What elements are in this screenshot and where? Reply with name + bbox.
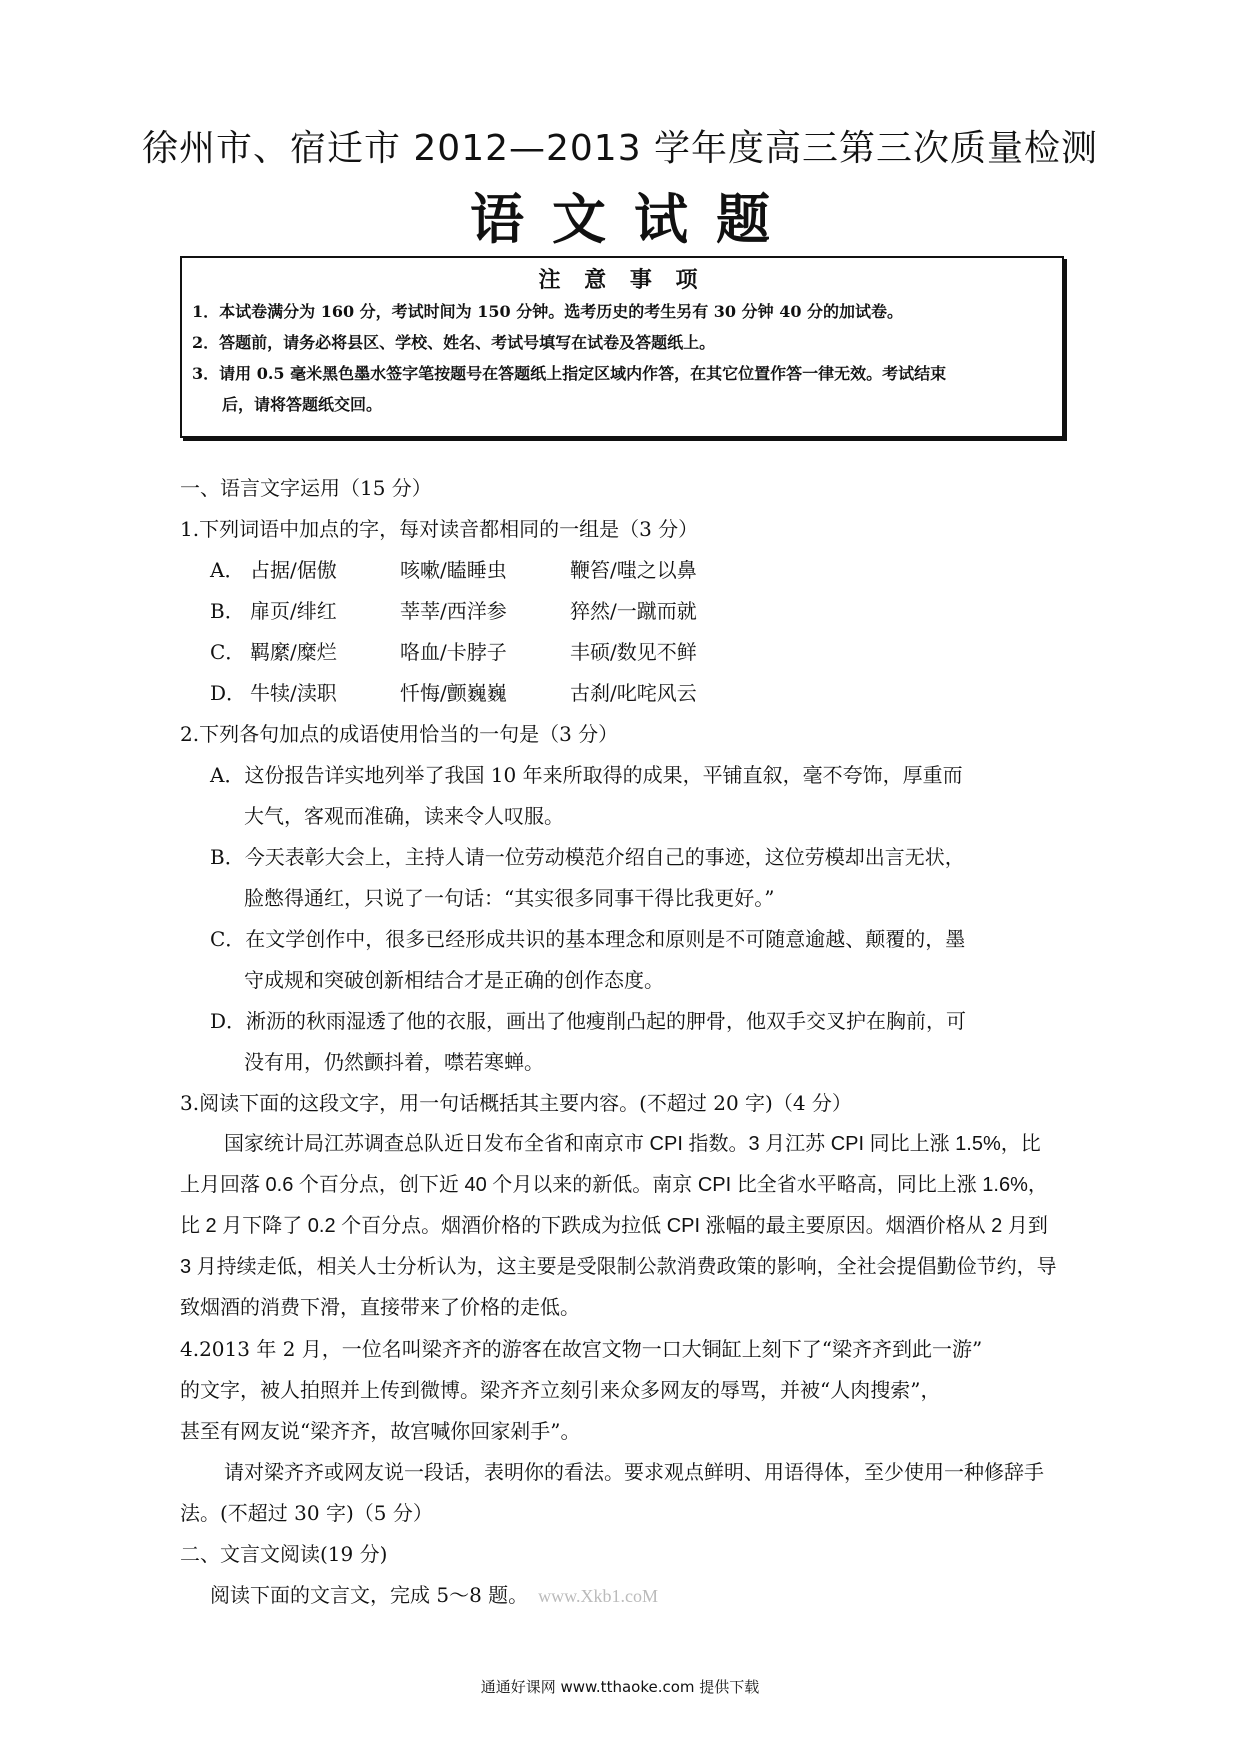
- option-row: [180, 591, 1060, 632]
- option-word: 忏悔/颤巍巍: [400, 681, 507, 705]
- subject-char: 试: [634, 188, 688, 251]
- question-text: 的文字，被人拍照并上传到微博。梁齐齐立刻引来众多网友的辱骂，并被“人肉搜索”，: [180, 1378, 941, 1402]
- section-heading: 一、语言文字运用（15 分）: [180, 476, 432, 500]
- notice-heading: 注 意 事 项: [538, 267, 706, 293]
- option-line: B．今天表彰大会上，主持人请一位劳动模范介绍自己的事迹，这位劳模却出言无状，: [210, 845, 965, 869]
- option-word: 咳嗽/瞌睡虫: [400, 558, 507, 582]
- question-stem: 2.下列各句加点的成语使用恰当的一句是（3 分）: [180, 722, 619, 746]
- option-word: 猝然/一蹴而就: [570, 599, 697, 623]
- notice-list: [182, 296, 1062, 420]
- option-row: [180, 632, 1060, 673]
- option-word: 占据/倨傲: [250, 558, 337, 582]
- notice-item-continued: [192, 389, 1050, 420]
- option-line: 没有用，仍然颤抖着，噤若寒蝉。: [244, 1050, 544, 1074]
- question-prompt: 请对梁齐齐或网友说一段话，表明你的看法。要求观点鲜明、用语得体，至少使用一种修辞手法。(不超过 30 字)（5 分）: [180, 1460, 1044, 1525]
- option-letter: C．: [210, 640, 246, 664]
- question-text: 甚至有网友说“梁齐齐，故宫喊你回家剁手”。: [180, 1419, 581, 1443]
- exam-content: [180, 468, 1060, 1617]
- notice-item: 2．答题前，请务必将县区、学校、姓名、考试号填写在试卷及答题纸上。: [192, 333, 716, 352]
- option-row: [180, 550, 1060, 591]
- subject-char: 文: [552, 188, 606, 251]
- watermark: www.Xkb1.coM: [538, 1586, 658, 1606]
- option-line: 脸憋得通红，只说了一句话：“其实很多同事干得比我更好。”: [244, 886, 775, 910]
- option-word: 鞭笞/嗤之以鼻: [570, 558, 697, 582]
- notice-item-continuation: 后，请将答题纸交回。: [222, 395, 383, 414]
- option-word: 丰硕/数见不鲜: [570, 640, 697, 664]
- option-word: 扉页/绯红: [250, 599, 337, 623]
- notice-item: 3．请用 0.5 毫米黑色墨水签字笔按题号在答题纸上指定区域内作答，在其它位置作答一律无效。考试结束: [192, 364, 947, 383]
- option-letter: D．: [210, 681, 247, 705]
- option-line: C．在文学创作中，很多已经形成共识的基本理念和原则是不可随意逾越、颠覆的，墨: [210, 927, 966, 951]
- option-word: 莘莘/西洋参: [400, 599, 507, 623]
- option-row: [180, 673, 1060, 714]
- section-intro: [180, 1575, 1060, 1617]
- option-line: D．淅沥的秋雨湿透了他的衣服，画出了他瘦削凸起的胛骨，他双手交叉护在胸前，可: [210, 1009, 967, 1033]
- intro-text: 阅读下面的文言文，完成 5～8 题。: [210, 1583, 529, 1607]
- question-stem: 3.阅读下面的这段文字，用一句话概括其主要内容。(不超过 20 字)（4 分）: [180, 1091, 852, 1115]
- section-heading: 二、文言文阅读(19 分): [180, 1542, 388, 1566]
- question-stem: 4.2013 年 2 月，一位名叫梁齐齐的游客在故宫文物一口大铜缸上刻下了“梁齐齐到此一游”: [180, 1337, 983, 1361]
- reading-passage: 国家统计局江苏调查总队近日发布全省和南京市 CPI 指数。3 月江苏 CPI 同比上涨 1.5%，比上月回落 0.6 个百分点，创下近 40 个月以来的新低。南京 CPI 比全省水平略高，同比上涨 1.6%，比 2 月下降了 0.2 个百分点。烟酒价格的下跌成为拉低 CPI 涨幅的最主要原因。烟酒价格从 2 月到 3 月持续走低，相关人士分析认为，这主要是受限制公款消费政策的影响，全社会提倡勤俭节约，导致烟酒的消费下滑，直接带来了价格的走低。: [180, 1133, 1057, 1319]
- option-line: A．这份报告详实地列举了我国 10 年来所取得的成果，平铺直叙，毫不夸饰，厚重而: [210, 763, 963, 787]
- question-stem: 1.下列词语中加点的字，每对读音都相同的一组是（3 分）: [180, 517, 699, 541]
- option-line: 守成规和突破创新相结合才是正确的创作态度。: [244, 968, 664, 992]
- option-word: 牛犊/渎职: [250, 681, 337, 705]
- page-title: 徐州市、宿迁市 2012—2013 学年度高三第三次质量检测: [141, 128, 1099, 169]
- subject-char: 题: [716, 188, 770, 251]
- subject-title: [0, 188, 1240, 252]
- option-letter: B．: [210, 599, 245, 623]
- notice-box: [180, 256, 1064, 438]
- option-word: 咯血/卡脖子: [400, 640, 507, 664]
- option-line: 大气，客观而准确，读来令人叹服。: [244, 804, 564, 828]
- option-word: 古刹/叱咤风云: [570, 681, 697, 705]
- option-letter: A．: [210, 558, 245, 582]
- option-word: 羁縻/糜烂: [250, 640, 337, 664]
- subject-char: 语: [470, 188, 524, 251]
- footer: 通通好课网 www.tthaoke.com 提供下载: [480, 1678, 760, 1696]
- notice-item: 1．本试卷满分为 160 分，考试时间为 150 分钟。选考历史的考生另有 30 分钟 40 分的加试卷。: [192, 302, 904, 321]
